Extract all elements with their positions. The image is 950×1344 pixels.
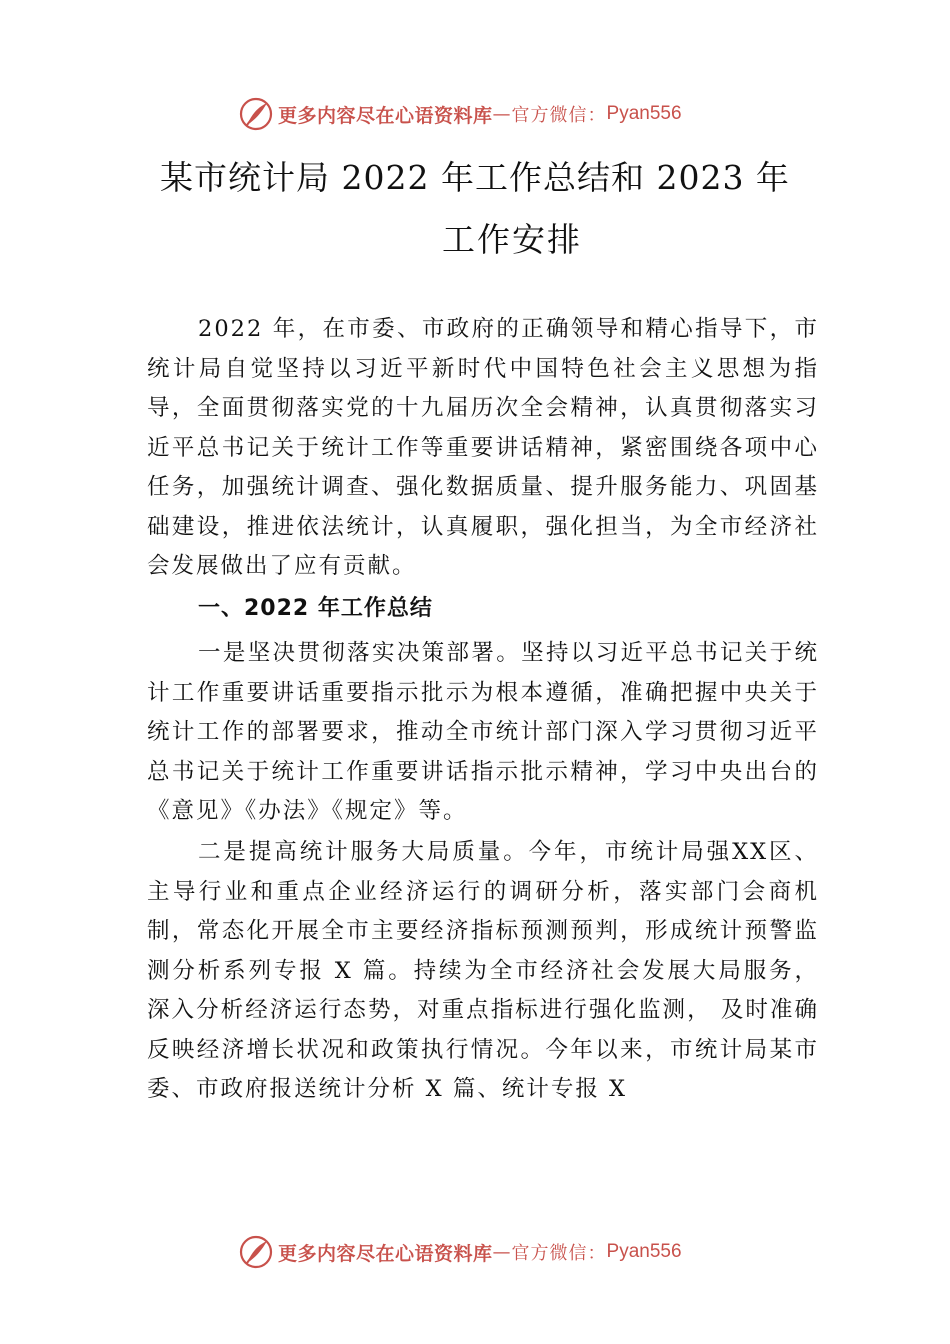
watermark-dash: — [492,1241,512,1263]
watermark-text: 更多内容尽在心语资料库 [278,104,493,127]
section1-heading: 一、2022 年工作总结 [198,596,433,621]
feather-pen-logo-icon [238,1234,274,1270]
watermark-contact-label: 官方微信： [511,1243,607,1264]
watermark-contact-id: Pyan556 [606,1241,682,1262]
feather-pen-logo-icon [238,96,274,132]
watermark-dash: — [492,103,512,125]
watermark-contact-id: Pyan556 [606,103,682,124]
document-title-line1: 某市统计局 2022 年工作总结和 2023 年 [160,158,790,197]
document-title-line2: 工作安排 [442,220,582,259]
intro-paragraph: 2022 年，在市委、市政府的正确领导和精心指导下，市统计局自觉坚持以习近平新时代中国特色社会主义思想为指导，全面贯彻落实党的十九届历次全会精神，认真贯彻落实习近平总书记关于统计工作等重要讲话精神，紧密围绕各项中心任务，加强统计调查、强化数据质量、提升服务能力、巩固基础建设，推进依法统计，认真履职，强化担当，为全市经济社会发展做出了应有贡献。 [147,316,819,579]
watermark-contact-label: 官方微信： [511,105,607,126]
header-watermark [238,96,682,132]
item1-paragraph: 一是坚决贯彻落实决策部署。坚持以习近平总书记关于统计工作重要讲话重要指示批示为根本遵循，准确把握中央关于统计工作的部署要求，推动全市统计部门深入学习贯彻习近平总书记关于统计工作重要讲话指示批示精神，学习中央出台的《意见》《办法》《规定》等。 [147,640,819,824]
watermark-text: 更多内容尽在心语资料库 [278,1242,493,1265]
footer-watermark [238,1234,682,1270]
item2-paragraph: 二是提高统计服务大局质量。今年，市统计局强XX区、主导行业和重点企业经济运行的调研分析，落实部门会商机制，常态化开展全市主要经济指标预测预判，形成统计预警监测分析系列专报 X 篇。持续为全市经济社会发展大局服务，深入分析经济运行态势，对重点指标进行强化监测， 及时准确反映经济增长状况和政策执行情况。今年以来，市统计局某市委、市政府报送统计分析 X 篇、统计专报 X [147,839,819,1102]
